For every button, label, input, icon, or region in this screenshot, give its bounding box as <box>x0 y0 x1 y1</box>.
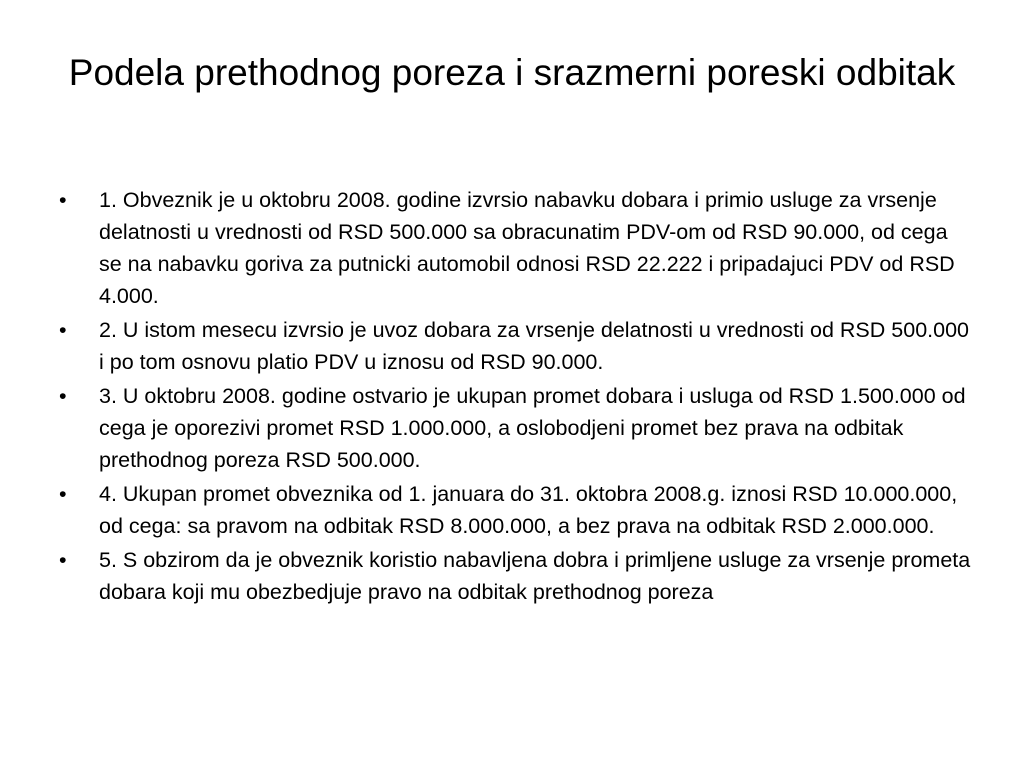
bullet-list <box>55 184 975 610</box>
bullet-marker: • <box>59 548 67 572</box>
bullet-marker: • <box>59 482 67 506</box>
bullet-marker: • <box>59 188 67 212</box>
bullet-item-3 <box>55 380 975 476</box>
bullet-text-2: 2. U istom mesecu izvrsio je uvoz dobara za vrsenje delatnosti u vrednosti od RSD 500.000 i po tom osnovu platio PDV u iznosu od RSD 90.000. <box>99 318 969 374</box>
bullet-text-1: 1. Obveznik je u oktobru 2008. godine izvrsio nabavku dobara i primio usluge za vrsenje delatnosti u vrednosti od RSD 500.000 sa obracunatim PDV-om od RSD 90.000, od cega se na nabavku goriva za putnicki automobil odnosi RSD 22.222 i pripadajuci PDV od RSD 4.000. <box>99 188 955 308</box>
bullet-text-4: 4. Ukupan promet obveznika od 1. januara do 31. oktobra 2008.g. iznosi RSD 10.000.000, od cega: sa pravom na odbitak RSD 8.000.000, a bez prava na odbitak RSD 2.000.000. <box>99 482 958 538</box>
bullet-item-2 <box>55 314 975 378</box>
slide-title: Podela prethodnog poreza i srazmerni poreski odbitak <box>68 52 956 93</box>
bullet-text-5: 5. S obzirom da je obveznik koristio nabavljena dobra i primljene usluge za vrsenje prometa dobara koji mu obezbedjuje pravo na odbitak prethodnog poreza <box>99 548 971 604</box>
bullet-item-1 <box>55 184 975 312</box>
bullet-marker: • <box>59 318 67 342</box>
bullet-item-4 <box>55 478 975 542</box>
bullet-text-3: 3. U oktobru 2008. godine ostvario je ukupan promet dobara i usluga od RSD 1.500.000 od cega je oporezivi promet RSD 1.000.000, a oslobodjeni promet bez prava na odbitak prethodnog poreza RSD 500.000. <box>99 384 966 472</box>
bullet-marker: • <box>59 384 67 408</box>
bullet-item-5 <box>55 544 975 608</box>
